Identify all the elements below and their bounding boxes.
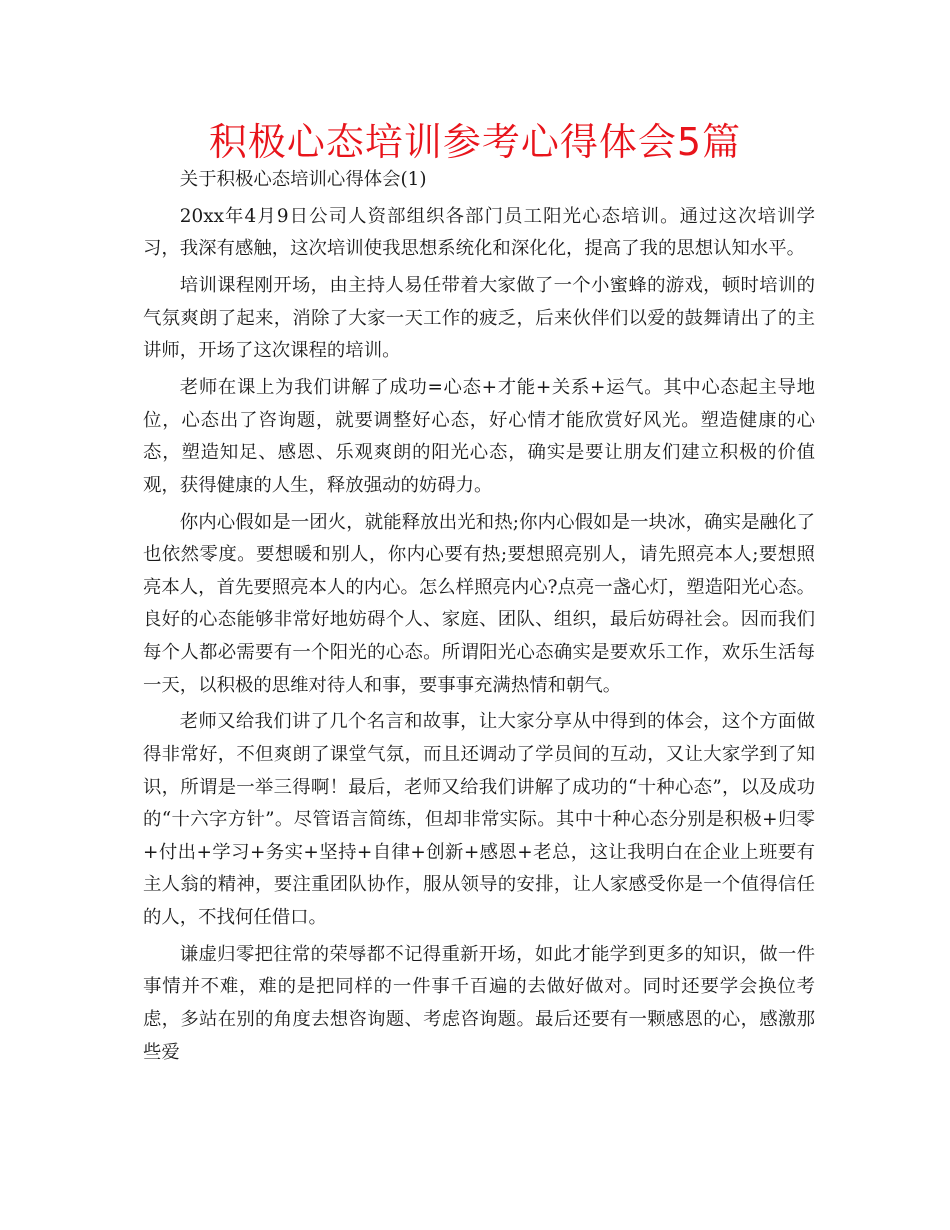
document-title: 积极心态培训参考心得体会5篇 (208, 120, 742, 164)
body-paragraph: 老师又给我们讲了几个名言和故事，让大家分享从中得到的体会，这个方面做得非常好，不但爽朗了课堂气氛，而且还调动了学员间的互动，又让大家学到了知识，所谓是一举三得啊！最后，老师又给我们讲解了成功的“十种心态”，以及成功的“十六字方针”。尽管语言简练，但却非常实际。其中十种心态分别是积极+归零+付出+学习+务实+坚持+自律+创新+感恩+老总，这让我明白在企业上班要有主人翁的精神，要注重团队协作，服从领导的安排，让人家感受你是一个值得信任的人，不找何任借口。 (143, 711, 815, 928)
body-paragraph: 谦虚归零把往常的荣辱都不记得重新开场，如此才能学到更多的知识，做一件事情并不难，难的是把同样的一件事千百遍的去做好做对。同时还要学会换位考虑，多站在别的角度去想咨询题、考虑咨询题。最后还要有一颗感恩的心，感激那些爱 (143, 943, 815, 1063)
body-paragraph: 老师在课上为我们讲解了成功=心态+才能+关系+运气。其中心态起主导地位，心态出了咨询题，就要调整好心态，好心情才能欣赏好风光。塑造健康的心态，塑造知足、感恩、乐观爽朗的阳光心态，确实是要让朋友们建立积极的价值观，获得健康的人生，释放强动的妨碍力。 (143, 377, 815, 496)
section-subheading: 关于积极心态培训心得体会(1) (179, 169, 427, 190)
body-paragraph: 你内心假如是一团火，就能释放出光和热;你内心假如是一块冰，确实是融化了也依然零度。要想暖和别人，你内心要有热;要想照亮别人，请先照亮本人;要想照亮本人，首先要照亮本人的内心。怎么样照亮内心?点亮一盏心灯，塑造阳光心态。良好的心态能够非常好地妨碍个人、家庭、团队、组织，最后妨碍社会。因而我们每个人都必需要有一个阳光的心态。所谓阳光心态确实是要欢乐工作，欢乐生活每一天，以积极的思维对待人和事，要事事充满热情和朝气。 (143, 511, 815, 696)
document-body (143, 164, 815, 1073)
body-paragraph: 培训课程刚开场，由主持人易任带着大家做了一个小蜜蜂的游戏，顿时培训的气氛爽朗了起来，消除了大家一天工作的疲乏，后来伙伴们以爱的鼓舞请出了的主讲师，开场了这次课程的培训。 (143, 275, 815, 362)
body-paragraph: 20xx年4月9日公司人资部组织各部门员工阳光心态培训。通过这次培训学习，我深有感触，这次培训使我思想系统化和深化化，提高了我的思想认知水平。 (143, 205, 815, 260)
